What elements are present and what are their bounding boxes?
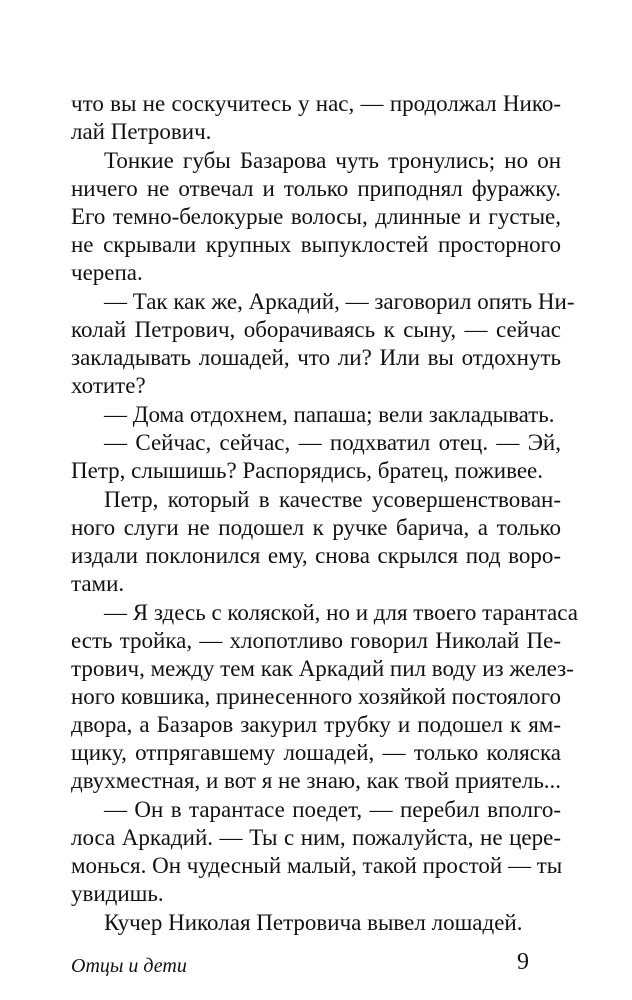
text-line: тами. — [71, 571, 125, 596]
page-number: 9 — [517, 949, 529, 975]
text-line: — Сейчас, сейчас, — подхватил отец. — Эй, — [104, 430, 561, 455]
text-line: лоса Аркадий. — Ты с ним, пожалуйста, не цере- — [71, 825, 561, 850]
text-line: двора, а Базаров закурил трубку и подошел к ям- — [71, 712, 561, 737]
text-line: Тонкие губы Базарова чуть тронулись; но он — [104, 148, 561, 173]
text-line: Кучер Николая Петровича вывел лошадей. — [104, 910, 523, 935]
running-footer-title: Отцы и дети — [71, 955, 187, 977]
text-line: издали поклонился ему, снова скрылся под воро- — [71, 543, 561, 568]
text-line: хотите? — [71, 373, 146, 398]
text-line: — Дома отдохнем, папаша; вели закладывать. — [104, 402, 555, 427]
text-line: Петр, который в качестве усовершенствован- — [104, 487, 561, 512]
text-line: — Он в тарантасе поедет, — перебил вполго- — [104, 797, 561, 822]
text-line: ного ковшика, принесенного хозяйкой постоялого — [71, 684, 561, 709]
text-line: Его темно-белокурые волосы, длинные и густые, — [71, 204, 561, 229]
text-line: колай Петрович, оборачиваясь к сыну, — сейчас — [71, 317, 561, 342]
text-line: черепа. — [71, 260, 143, 285]
text-line: увидишь. — [71, 881, 164, 906]
text-line: есть тройка, — хлопотливо говорил Николай Пе- — [71, 628, 561, 653]
text-line: что вы не соскучитесь у нас, — продолжал Нико- — [71, 91, 561, 116]
text-line: ного слуги не подошел к ручке барича, а только — [71, 515, 561, 540]
text-line: лай Петрович. — [71, 119, 212, 144]
text-line: двухместная, и вот я не знаю, как твой приятель... — [71, 768, 562, 793]
text-line: — Так как же, Аркадий, — заговорил опять Ни- — [104, 289, 575, 314]
text-line: ничего не отвечал и только приподнял фуражку. — [71, 176, 561, 201]
text-line: — Я здесь с коляской, но и для твоего тарантаса — [104, 600, 578, 625]
text-line: закладывать лошадей, что ли? Или вы отдохнуть — [71, 345, 561, 370]
text-line: монься. Он чудесный малый, такой простой — ты — [71, 853, 563, 878]
text-line: трович, между тем как Аркадий пил воду из желез- — [71, 656, 574, 681]
text-line: Петр, слышишь? Распорядись, братец, поживее. — [71, 458, 543, 483]
text-line: щику, отпрягавшему лошадей, — только коляска — [71, 740, 561, 765]
text-line: не скрывали крупных выпуклостей просторного — [71, 232, 561, 257]
